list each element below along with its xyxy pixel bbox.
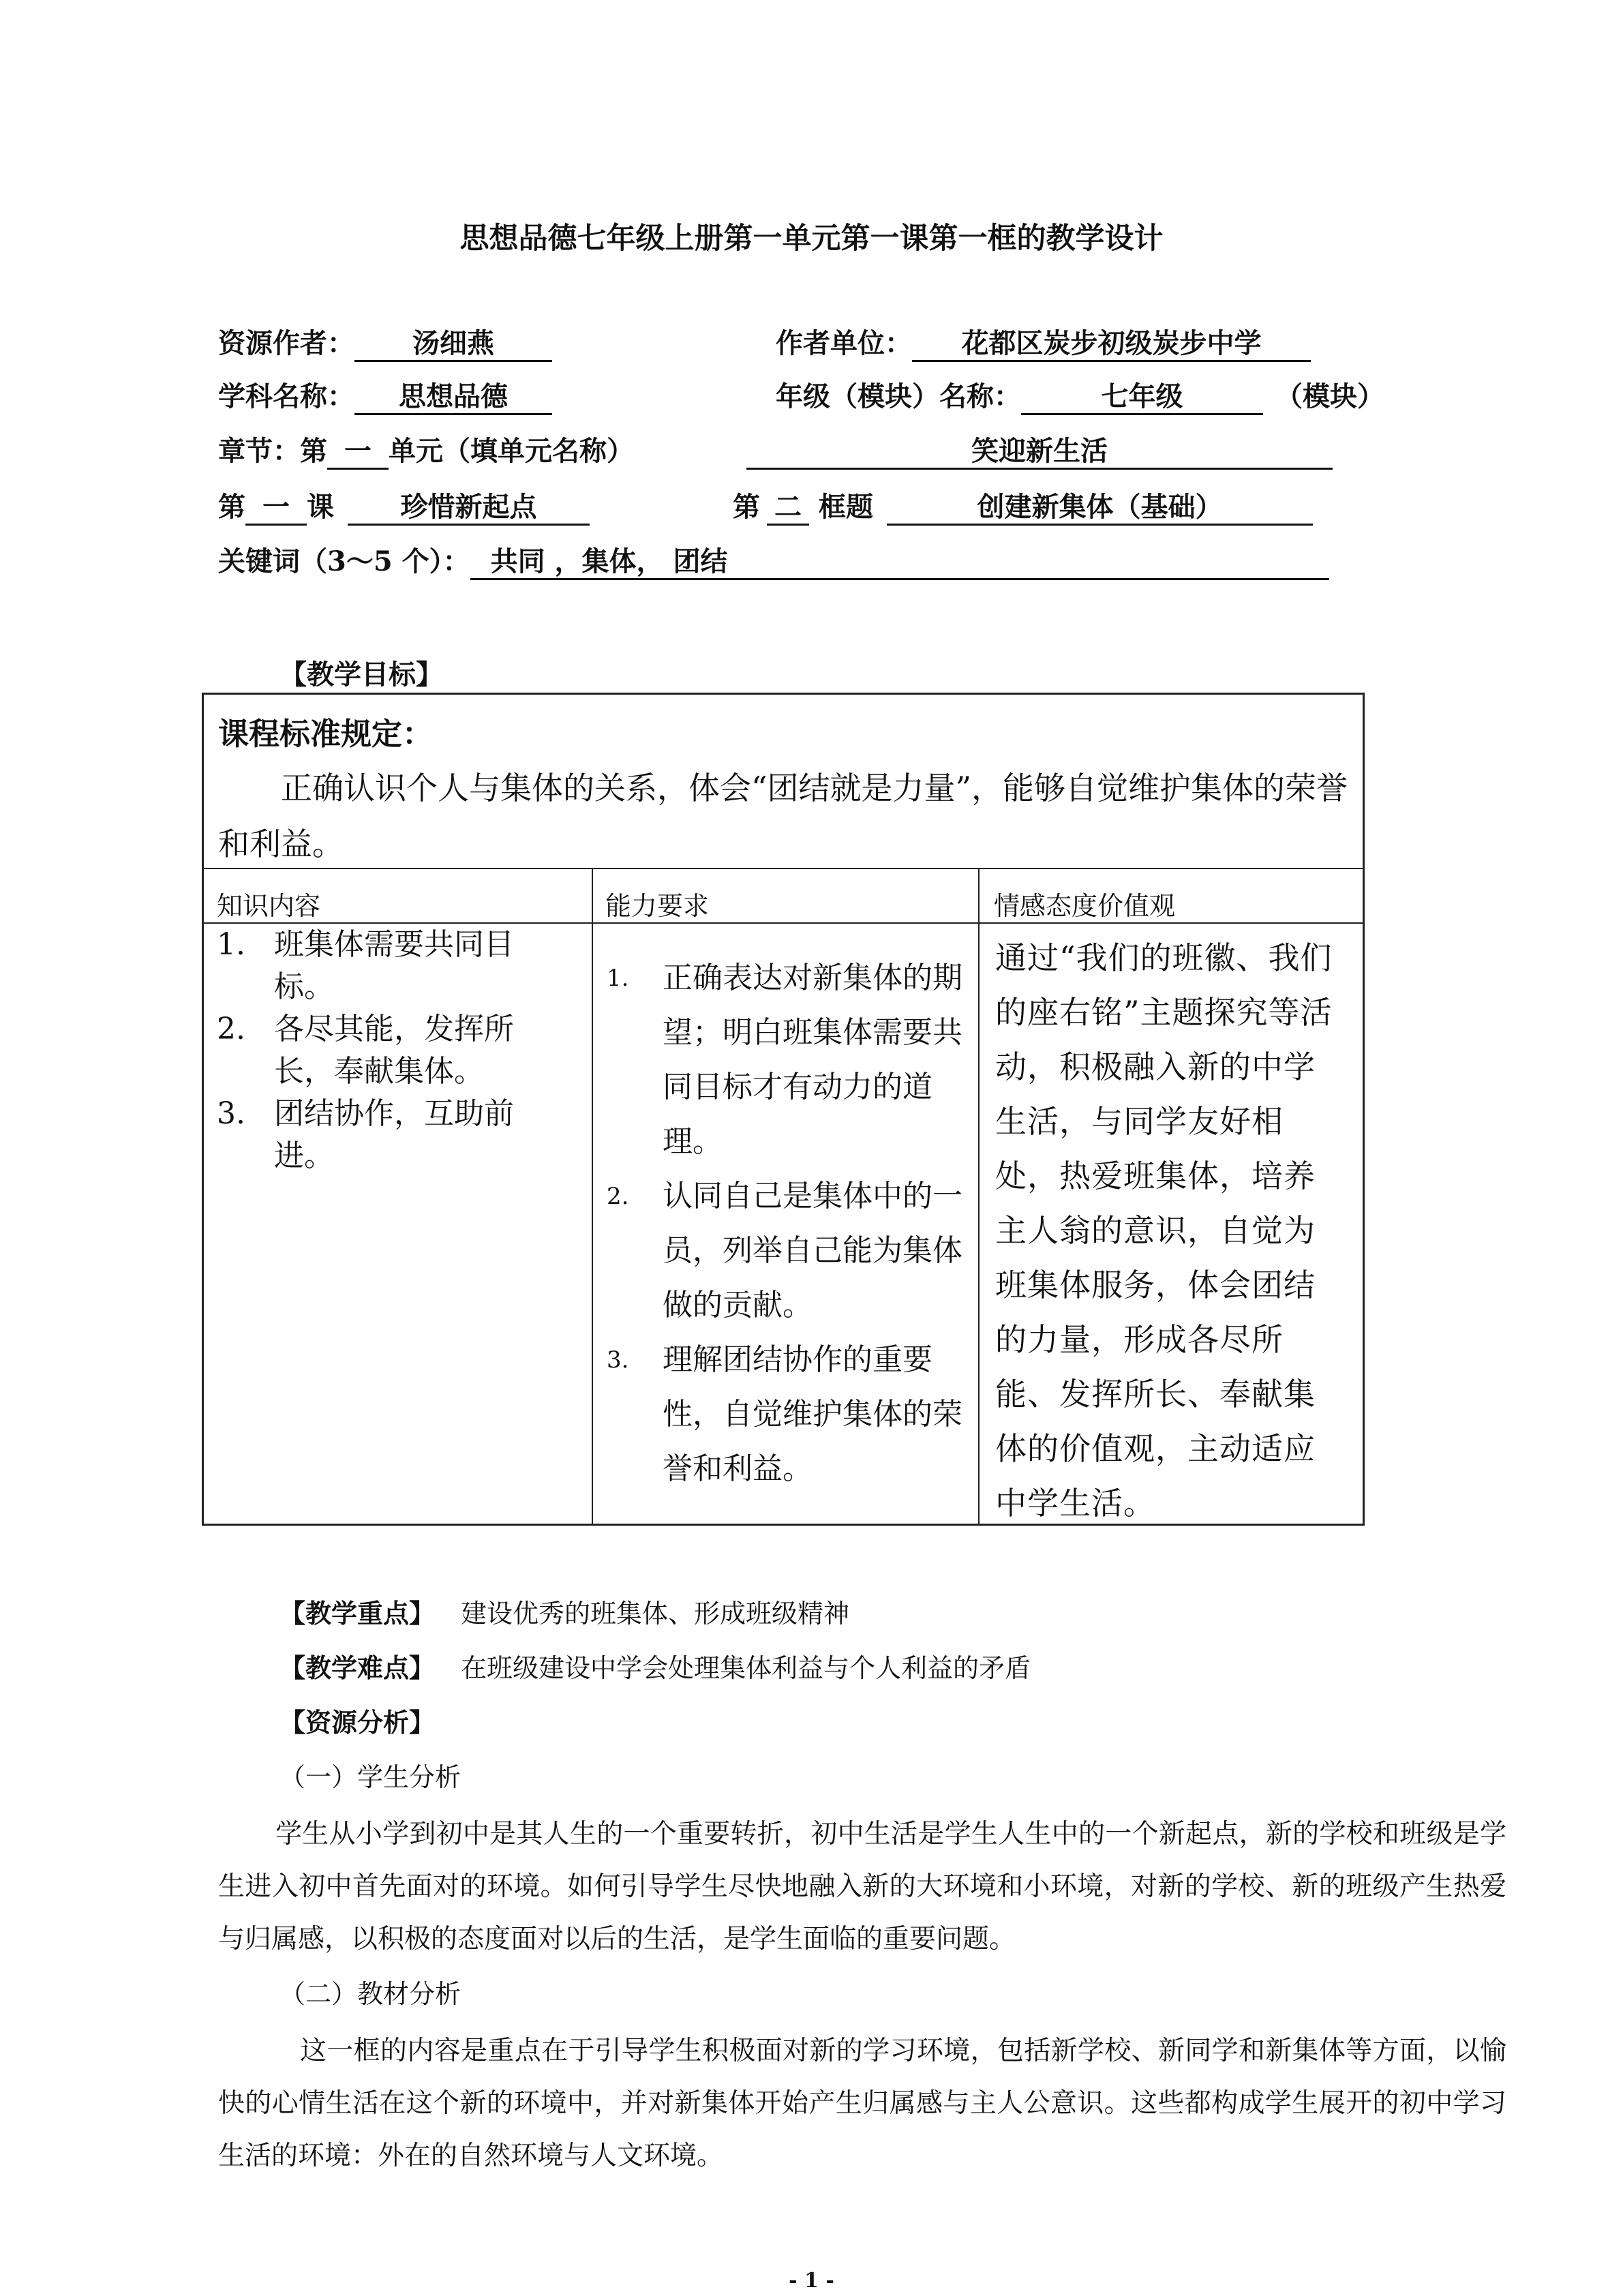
lesson-number: 一 xyxy=(245,491,307,526)
item-number: 2. xyxy=(217,1012,245,1046)
item-number: 1. xyxy=(217,927,245,962)
lesson-name: 珍惜新起点 xyxy=(348,491,590,526)
list-item xyxy=(607,1333,971,1496)
frame-row xyxy=(733,489,1313,526)
student-analysis-heading: （一）学生分析 xyxy=(279,1762,461,1792)
page-number: - 1 - xyxy=(789,2269,834,2293)
unit-row xyxy=(776,326,1311,362)
textbook-analysis-heading: （二）教材分析 xyxy=(279,1979,461,2009)
column-header-ability: 能力要求 xyxy=(605,891,710,921)
item-number: 3. xyxy=(607,1346,629,1374)
table-col-divider-2 xyxy=(978,868,980,1524)
key-point-row xyxy=(279,1597,849,1631)
key-point-label: 【教学重点】 xyxy=(279,1598,436,1629)
item-text: 正确表达对新集体的期望；明白班集体需要共同目标才有动力的道理。 xyxy=(663,961,962,1159)
textbook-analysis-text: 这一框的内容是重点在于引导学生积极面对新的学习环境，包括新学校、新同学和新集体等方面，以愉快的心情生活在这个新的环境中，并对新集体开始产生归属感与主人公意识。这些都构成学生展开的初中学习生活的环境：外在的自然环境与人文环境。 xyxy=(218,2036,1506,2171)
item-number: 3. xyxy=(217,1096,245,1131)
list-item xyxy=(607,1169,971,1333)
list-item xyxy=(217,1008,544,1093)
subject-row xyxy=(218,379,552,415)
keywords-row xyxy=(218,544,1329,580)
chapter-number: 一 xyxy=(327,435,389,470)
grade-row xyxy=(776,379,1384,415)
unit-value: 花都区炭步初级炭步中学 xyxy=(912,327,1311,362)
attitude-text: 通过“我们的班徽、我们的座右铭”主题探究等活动，积极融入新的中学生活，与同学友好相处，热爱班集体，培养主人翁的意识，自觉为班集体服务，体会团结的力量，形成各尽所能、发挥所长、奉献集体的价值观，主动适应中学生活。 xyxy=(995,939,1333,1522)
chapter-name: 笑迎新生活 xyxy=(746,435,1333,470)
key-point-text: 建设优秀的班集体、形成班级精神 xyxy=(461,1599,850,1629)
document-title: 思想品德七年级上册第一单元第一课第一框的教学设计 xyxy=(459,222,1164,256)
column-header-knowledge: 知识内容 xyxy=(217,891,321,921)
author-label: 资源作者： xyxy=(218,327,354,359)
list-item xyxy=(217,924,544,1008)
difficulty-label: 【教学难点】 xyxy=(279,1652,436,1683)
item-text: 团结协作，互助前进。 xyxy=(274,1096,514,1173)
resource-heading: 【资源分析】 xyxy=(279,1707,436,1738)
subject-label: 学科名称： xyxy=(218,380,354,412)
frame-number: 二 xyxy=(767,491,809,526)
item-text: 各尽其能，发挥所长，奉献集体。 xyxy=(274,1012,514,1089)
chapter-name-row xyxy=(746,434,1333,470)
difficulty-text: 在班级建设中学会处理集体利益与个人利益的矛盾 xyxy=(461,1653,1031,1683)
keywords-label: 关键词（3～5 个）： xyxy=(218,545,470,577)
item-text: 班集体需要共同目标。 xyxy=(274,927,514,1004)
lesson-row xyxy=(218,489,590,526)
objectives-heading: 【教学目标】 xyxy=(279,659,443,691)
item-number: 1. xyxy=(607,965,629,992)
difficulty-row xyxy=(279,1651,1031,1685)
author-value: 汤细燕 xyxy=(354,327,552,362)
grade-label: 年级（模块）名称： xyxy=(776,380,1021,412)
author-row xyxy=(218,326,552,362)
subject-value: 思想品德 xyxy=(354,380,552,415)
unit-label: 作者单位： xyxy=(776,327,912,359)
table-col-divider-1 xyxy=(592,868,593,1524)
item-text: 理解团结协作的重要性，自觉维护集体的荣誉和利益。 xyxy=(663,1342,962,1486)
standard-text: 正确认识个人与集体的关系，体会“团结就是力量”，能够自觉维护集体的荣誉和利益。 xyxy=(218,770,1348,862)
list-item xyxy=(607,951,971,1169)
list-item xyxy=(217,1093,544,1177)
chapter-row xyxy=(218,434,634,470)
frame-suffix: 框题 xyxy=(819,491,873,523)
column-header-attitude: 情感态度价值观 xyxy=(994,891,1176,921)
keywords-value: 共同 ，集体， 团结 xyxy=(470,545,1329,580)
frame-prefix: 第 xyxy=(733,491,760,523)
knowledge-list xyxy=(217,924,544,1177)
chapter-prefix: 章节：第 xyxy=(218,435,327,467)
lesson-suffix: 课 xyxy=(307,491,334,523)
lesson-prefix: 第 xyxy=(218,491,245,523)
item-number: 2. xyxy=(607,1183,629,1210)
frame-name: 创建新集体（基础） xyxy=(887,491,1313,526)
item-text: 认同自己是集体中的一员，列举自己能为集体做的贡献。 xyxy=(663,1179,962,1323)
chapter-suffix: 单元（填单元名称） xyxy=(389,435,634,467)
ability-list xyxy=(607,951,971,1496)
grade-suffix: （模块） xyxy=(1275,380,1384,412)
standard-label: 课程标准规定： xyxy=(218,716,434,752)
student-analysis-text: 学生从小学到初中是其人生的一个重要转折，初中生活是学生人生中的一个新起点，新的学校和班级是学生进入初中首先面对的环境。如何引导学生尽快地融入新的大环境和小环境，对新的学校、新的班级产生热爱与归属感，以积极的态度面对以后的生活，是学生面临的重要问题。 xyxy=(218,1819,1506,1954)
grade-value: 七年级 xyxy=(1021,380,1263,415)
